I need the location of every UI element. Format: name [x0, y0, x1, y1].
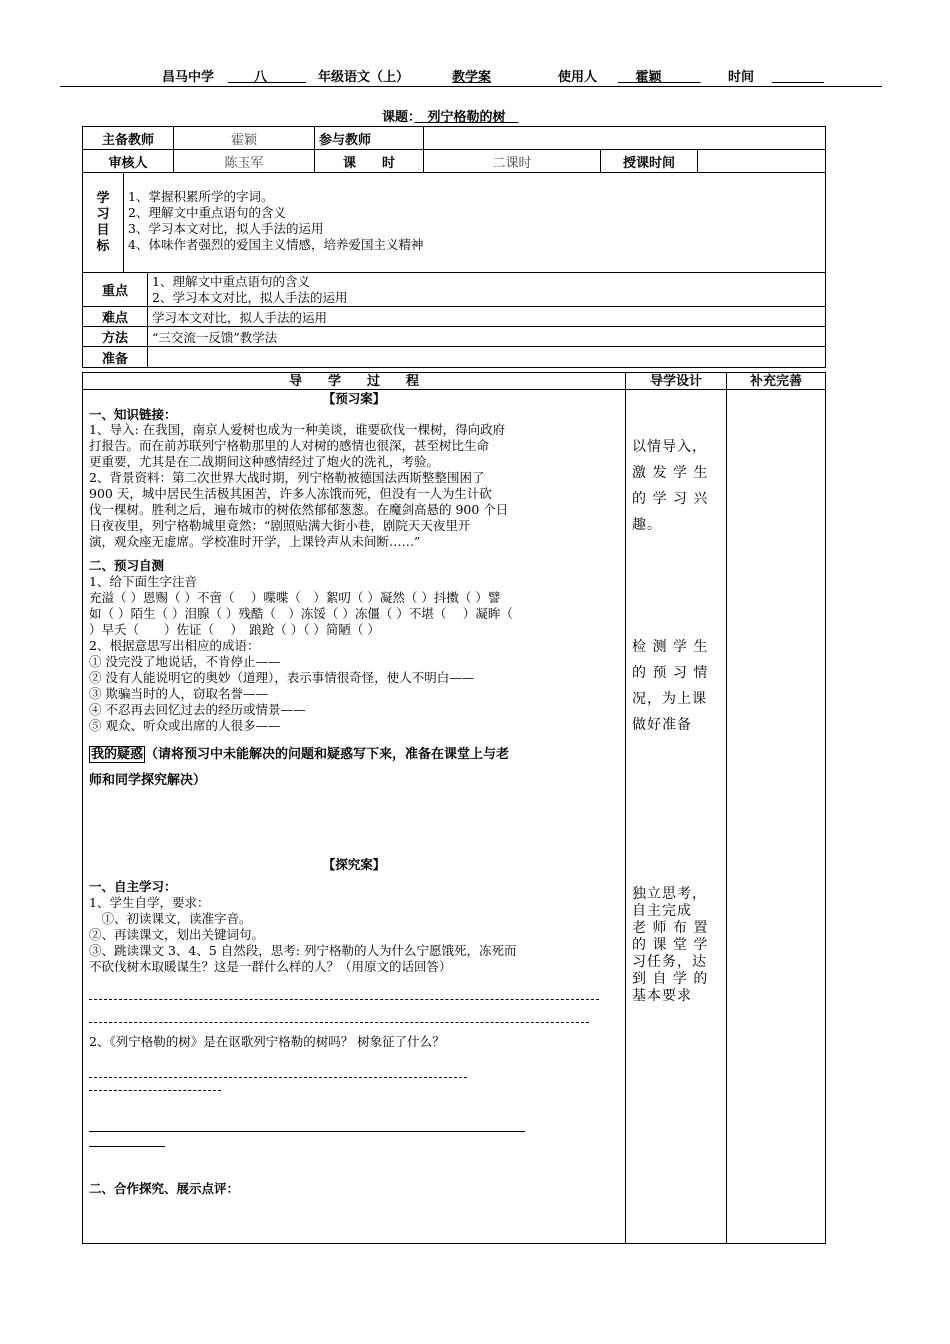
- answer-line: [89, 1077, 619, 1181]
- knowledge-link-title: 一、知识链接：: [89, 407, 177, 422]
- objectives-label: 学 习 目 标: [83, 173, 124, 273]
- explore-heading: 【探究案】: [322, 857, 386, 872]
- self-study-text: 1、学生自学，要求： ①、初读课文，读准字音。 ②、再读课文，划出关键词句。 ③、跳读课文 3、4、5 自然段，思考: 列宁格勒的人为什么宁愿饿死，冻死而 不砍伐树木取暖谋生？这是一群什么样的人？（用原文的话回答）: [89, 895, 517, 974]
- time-label: 时间: [728, 70, 755, 85]
- answer-line: [89, 999, 619, 1033]
- key-points-list: 1、理解文中重点语句的含义 2、学习本文对比，拟人手法的运用: [148, 273, 826, 307]
- self-study-title: 一、自主学习：: [89, 879, 177, 894]
- info-table: [82, 126, 826, 173]
- cooperation-title: 二、合作探究、展示点评：: [89, 1181, 240, 1196]
- method-label: 方法: [83, 327, 148, 347]
- main-teacher-label: 主备教师: [83, 127, 174, 150]
- self-test-title: 二、预习自测: [89, 558, 165, 573]
- difficult-label: 难点: [83, 307, 148, 327]
- participant-value: [424, 127, 826, 150]
- doubt-text-2: 师和同学探究解决）: [89, 773, 207, 788]
- user-label: 使用人: [558, 70, 598, 85]
- participant-label: 参与教师: [315, 127, 424, 150]
- reviewer-label: 审核人: [83, 150, 174, 173]
- self-test-text: 1、给下面生字注音 充溢（ ）恩赐（ ）不啻（ ）喋喋（ ）絮叨（ ）凝然（ ）抖擞（ ）譬 如（ ）陌生（ ）泪腺（ ）残酷（ ）冻馁（ ）冻僵（ ）不堪（ ）凝眸（ ）早夭（ ）佐证（ ） 踉跄（ ）（ ）简陋（ ） 2、根据意思写出相应的成语： ① 没完没了地说话，不肯停止—— ② 没有人能说明它的奥妙（道理），表示事情很奇怪，使人不明白—— ③ 欺骗当时的人，窃取名誉—— ④ 不忍再去回忆过去的经历或情景—— ⑤ 观众、听众或出席的人很多——: [89, 574, 513, 733]
- lesson-title: 课题： 列宁格勒的树: [382, 110, 506, 125]
- design-note-self-study: 独立思考， 自主完成 老 师 布 置 的 课 堂 学 习任务，达 到 自 学 的 基本要求: [632, 886, 709, 1004]
- doubt-label: 我的疑惑: [91, 747, 144, 762]
- school-name: 昌马中学: [162, 70, 215, 85]
- time-field: [772, 66, 824, 85]
- design-column-header: 导学设计: [626, 373, 727, 390]
- method-text: “三交流一反馈”教学法: [148, 327, 826, 347]
- supplement-column: [727, 390, 826, 1244]
- process-content: [83, 390, 626, 1244]
- knowledge-link-text: 1、导入: 在我国，南京人爱树也成为一种美谈，谁要砍伐一棵树，得向政府 打报告。而在前苏联列宁格勒那里的人对树的感情也很深，甚至树比生命 更重要，尤其是在二战期间这种感情经过了炮火的洗礼，考验。 2、背景资料：第二次世界大战时期，列宁格勒被德国法西斯整整围困了 900 天，城中居民生活极其困苦，许多人冻饿而死，但没有一人为生计砍 伐一棵树。胜利之后，遍布城市的树依然郁郁葱葱。在魔剑高悬的 900 个日 日夜夜里，列宁格勒城里竟然：“剧照贴满大街小巷，剧院天天夜里开 演，观众座无虚席。学校准时开学，上课铃声从未间断……”: [89, 422, 509, 549]
- key-points-label: 重点: [83, 273, 148, 307]
- doc-type: 教学案: [452, 70, 492, 85]
- teach-time-label: 授课时间: [601, 150, 698, 173]
- design-note-check: 检 测 学 生 的 预 习 情 况，为上课 做好准备: [632, 639, 709, 733]
- user-name: 霍颖: [635, 70, 662, 85]
- period-label: 课 时: [315, 150, 424, 173]
- subject-label: 年级语文（上）: [318, 70, 410, 85]
- page-header: [60, 66, 882, 87]
- difficult-text: 学习本文对比，拟人手法的运用: [148, 307, 826, 327]
- preview-heading: 【预习案】: [322, 391, 386, 406]
- objective-item: 4、体味作者强烈的爱国主义情感，培养爱国主义精神: [128, 237, 424, 252]
- grade-field: 八: [254, 70, 268, 85]
- doubt-section: [89, 742, 619, 794]
- doubt-text: （请将预习中未能解决的问题和疑惑写下来，准备在课堂上与老: [145, 747, 510, 762]
- process-table: [82, 372, 826, 1244]
- process-column-header: 导 学 过 程: [83, 373, 626, 390]
- design-column: [626, 390, 727, 1244]
- objectives-table: [82, 172, 826, 273]
- prep-text: [148, 347, 826, 368]
- supplement-column-header: 补充完善: [727, 373, 826, 390]
- objective-item: 2、理解文中重点语句的含义: [128, 205, 286, 220]
- teach-time-value: [698, 150, 826, 173]
- prep-label: 准备: [83, 347, 148, 368]
- design-note-intro: 以情导入， 激 发 学 生 的 学 习 兴 趣。: [632, 439, 709, 533]
- objectives-list: [124, 173, 826, 273]
- main-teacher-value: 霍颖: [174, 127, 315, 150]
- question-2: 2、《列宁格勒的树》是在讴歌列宁格勒的树吗？ 树象征了什么？: [89, 1034, 445, 1049]
- objective-item: 3、学习本文对比，拟人手法的运用: [128, 221, 324, 236]
- objective-item: 1、掌握积累所学的字词。: [128, 189, 274, 204]
- keypoints-table: [82, 272, 826, 368]
- reviewer-value: 陈玉军: [174, 150, 315, 173]
- period-value: 二课时: [424, 150, 601, 173]
